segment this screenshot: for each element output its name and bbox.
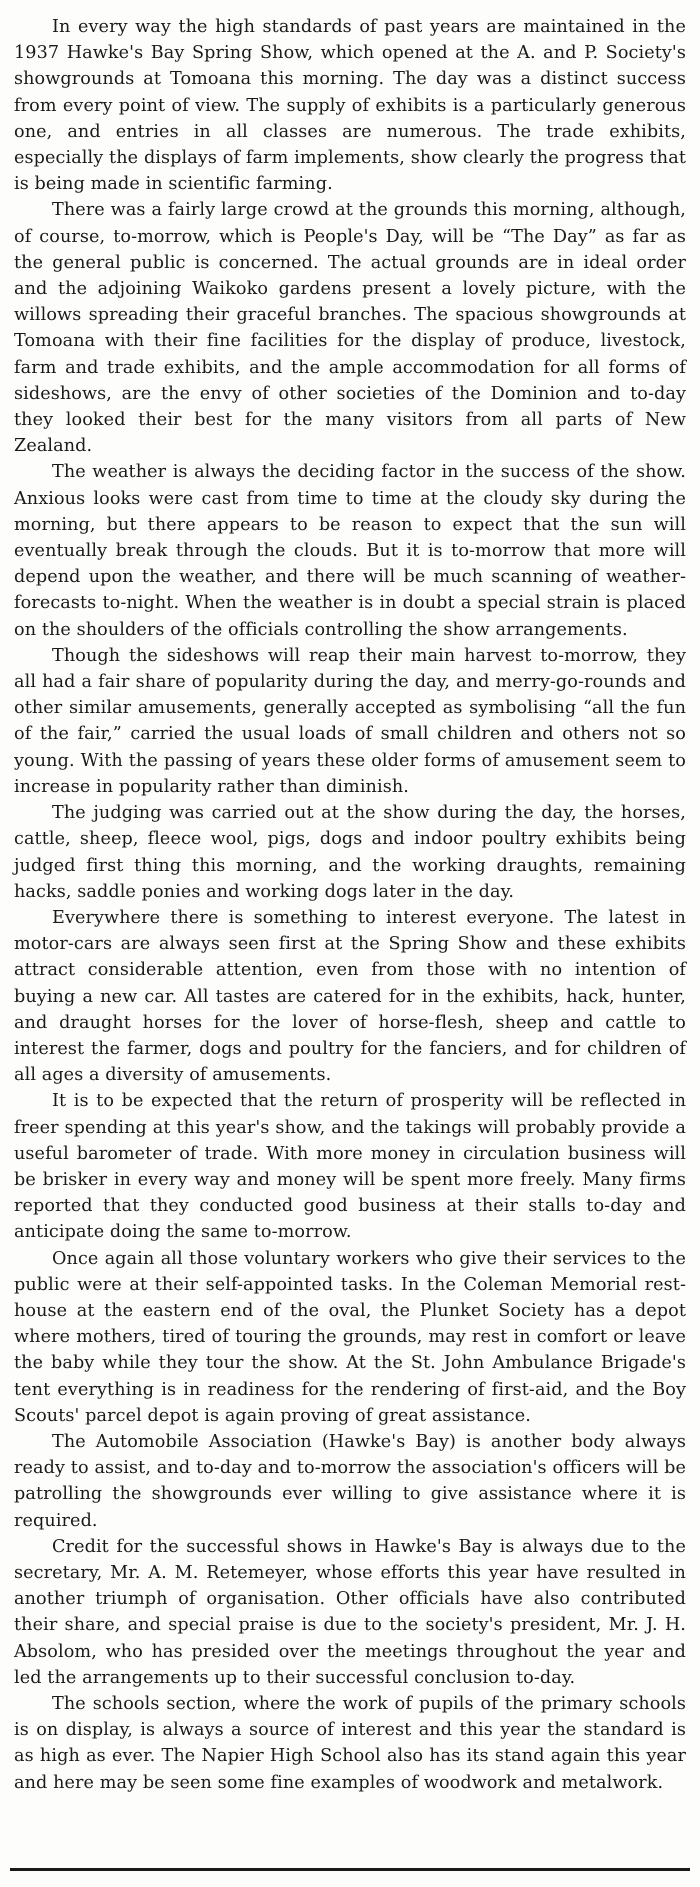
paragraph-opening: In every way the high standards of past years are maintained in the 1937 Hawke's Bay Spring Show, which opened at the A. and P. Society's showgrounds at Tomoana this morning. The day was a distinct success from every point of view. The supply of exhibits is a particularly generous one, and entries in all classes are numerous. The trade exhibits, especially the displays of farm implements, show clearly the progress that is being made in scientific farming. (14, 17, 686, 195)
paragraph-weather: The weather is always the deciding factor in the success of the show. Anxious looks were cast from time to time at the cloudy sky during the morning, but there appears to be reason to expect that the sun will eventually break through the clouds. But it is to-morrow that more will depend upon the weather, and there will be much scanning of weather-forecasts to-night. When the weather is in doubt a special strain is placed on the shoulders of the officials controlling the show arrangements. (14, 462, 686, 640)
paragraph-voluntary-workers: Once again all those voluntary workers who give their services to the public were at their self-appointed tasks. In the Coleman Memorial rest-house at the eastern end of the oval, the Plunket Society has a depot where mothers, tired of touring the grounds, may rest in comfort or leave the baby while they tour the show. At the St. John Ambulance Brigade's tent everything is in readiness for the rendering of first-aid, and the Boy Scouts' parcel depot is again proving of great assistance. (14, 1248, 686, 1426)
article-column (14, 14, 686, 1796)
paragraph-automobile-association: The Automobile Association (Hawke's Bay) is another body always ready to assist, and to-day and to-morrow the association's officers will be patrolling the showgrounds ever willing to give assistance where it is required. (14, 1431, 686, 1531)
paragraph-judging: The judging was carried out at the show during the day, the horses, cattle, sheep, fleece wool, pigs, dogs and indoor poultry exhibits being judged first thing this morning, and the working draughts, remaining hacks, saddle ponies and working dogs later in the day. (14, 803, 686, 902)
paragraph-credit: Credit for the successful shows in Hawke's Bay is always due to the secretary, Mr. A. M. Retemeyer, whose efforts this year have resulted in another triumph of organisation. Other officials have also contributed their share, and special praise is due to the society's president, Mr. J. H. Absolom, who has presided over the meetings throughout the year and led the arrangements up to their successful conclusion to-day. (14, 1536, 686, 1688)
paragraph-prosperity: It is to be expected that the return of prosperity will be reflected in freer spending at this year's show, and the takings will probably provide a useful barometer of trade. With more money in circulation business will be brisker in every way and money will be spent more freely. Many firms reported that they conducted good business at their stalls to-day and anticipate doing the same to-morrow. (14, 1091, 686, 1243)
paragraph-sideshows: Though the sideshows will reap their main harvest to-morrow, they all had a fair share of popularity during the day, and merry-go-rounds and other similar amusements, generally accepted as symbolising “all the fun of the fair,” carried the usual loads of small children and others not so young. With the passing of years these older forms of amusement seem to increase in popularity rather than diminish. (14, 645, 686, 797)
column-end-rule (10, 1868, 690, 1871)
paragraph-schools: The schools section, where the work of pupils of the primary schools is on display, is always a source of interest and this year the standard is as high as ever. The Napier High School also has its stand again this year and here may be seen some fine examples of woodwork and metalwork. (14, 1694, 686, 1793)
paragraph-exhibits: Everywhere there is something to interest everyone. The latest in motor-cars are always seen first at the Spring Show and these exhibits attract considerable attention, even from those with no intention of buying a new car. All tastes are catered for in the exhibits, hack, hunter, and draught horses for the lover of horse-flesh, sheep and cattle to interest the farmer, dogs and poultry for the fanciers, and for children of all ages a diversity of amusements. (14, 907, 686, 1086)
paragraph-crowd: There was a fairly large crowd at the grounds this morning, although, of course, to-morrow, which is People's Day, will be “The Day” as far as the general public is concerned. The actual grounds are in ideal order and the adjoining Waikoko gardens present a lovely picture, with the willows spreading their graceful branches. The spacious showgrounds at Tomoana with their fine facilities for the display of produce, livestock, farm and trade exhibits, and the ample accommodation for all forms of sideshows, are the envy of other societies of the Dominion and to-day they looked their best for the many visitors from all parts of New Zealand. (14, 200, 686, 457)
